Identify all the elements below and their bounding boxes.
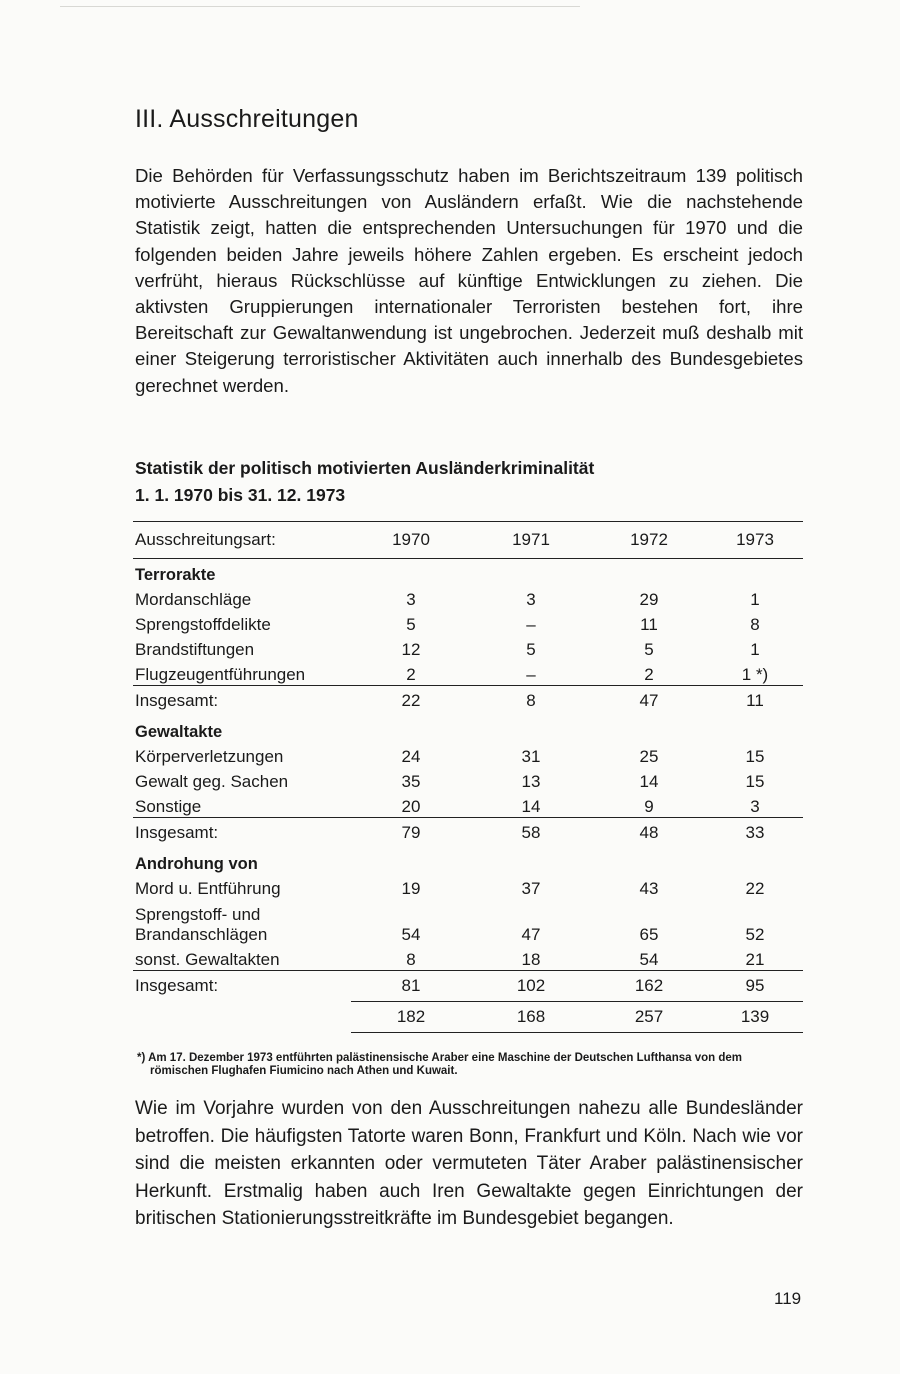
intro-paragraph: [135, 163, 803, 399]
subtotal-row: [133, 971, 803, 1002]
header-year: 1972: [591, 522, 707, 559]
header-year: 1973: [707, 522, 803, 559]
table-row: [133, 945, 803, 971]
subtotal-row: [133, 686, 803, 717]
cell-value: 54: [639, 950, 659, 969]
table-row: [133, 585, 803, 610]
subtotal-value: 58: [471, 818, 591, 849]
cell-value: 5: [644, 640, 654, 659]
cell-value: 13: [521, 772, 541, 791]
footnote-text: *) Am 17. Dezember 1973 entführten palästinensische Araber eine Maschine der Deutschen Lufthansa von dem römischen Flughafen Fiumicino nach Athen und Kuwait.: [137, 1052, 742, 1077]
cell-value: 52: [745, 925, 765, 944]
closing-paragraph: [135, 1095, 803, 1233]
row-label-line1: Sprengstoff- und: [135, 905, 261, 924]
subtotal-value: 81: [351, 971, 471, 1002]
cell-value: 35: [401, 772, 421, 791]
table-row: [133, 767, 803, 792]
cell-value: 18: [521, 950, 541, 969]
row-label: sonst. Gewaltakten: [135, 950, 280, 969]
header-year: 1971: [471, 522, 591, 559]
section-title-row: [133, 716, 803, 742]
row-label: Mord u. Entführung: [135, 879, 281, 898]
cell-value: 31: [521, 747, 541, 766]
subtotal-row: [133, 818, 803, 849]
section-title-violence: Gewaltakte: [135, 723, 223, 741]
cell-value: 15: [745, 747, 765, 766]
subtotal-value: 8: [471, 686, 591, 717]
cell-value: 47: [521, 925, 541, 944]
cell-value: 12: [401, 640, 421, 659]
subtotal-value: 95: [707, 971, 803, 1002]
cell-value: 21: [745, 950, 765, 969]
statistic-title-line2: 1. 1. 1970 bis 31. 12. 1973: [135, 485, 346, 505]
cell-value: 8: [406, 950, 416, 969]
cell-value: 14: [639, 772, 659, 791]
top-edge-line: [60, 6, 580, 7]
grand-total-row: [133, 1002, 803, 1033]
subtotal-value: 79: [351, 818, 471, 849]
table-row: [133, 792, 803, 818]
subtotal-label: Insgesamt:: [133, 971, 351, 1002]
cell-value: 1: [750, 640, 760, 659]
cell-value: 8: [750, 615, 760, 634]
subtotal-value: 47: [591, 686, 707, 717]
cell-value: 1: [750, 590, 760, 609]
subtotal-value: 22: [351, 686, 471, 717]
table-row: [133, 610, 803, 635]
table-header-row: [133, 522, 803, 559]
table-row: [133, 742, 803, 767]
subtotal-value: 11: [707, 686, 803, 717]
subtotal-value: 33: [707, 818, 803, 849]
cell-value: 3: [750, 797, 760, 816]
statistic-title-line1: Statistik der politisch motivierten Ausländerkriminalität: [135, 458, 595, 478]
subtotal-value: 102: [471, 971, 591, 1002]
grand-total-value: 182: [351, 1002, 471, 1033]
section-title-threat: Androhung von: [135, 855, 258, 873]
subtotal-value: 162: [591, 971, 707, 1002]
section-title-terror: Terrorakte: [135, 566, 216, 584]
table-row: [133, 899, 803, 945]
table-row: [133, 874, 803, 899]
cell-value: 15: [745, 772, 765, 791]
row-label: Flugzeugentführungen: [135, 665, 306, 684]
cell-value: 11: [640, 615, 658, 634]
subtotal-label: Insgesamt:: [133, 686, 351, 717]
table-row: [133, 635, 803, 660]
cell-value: 19: [401, 879, 421, 898]
grand-total-value: 168: [471, 1002, 591, 1033]
cell-value: 5: [526, 640, 536, 659]
row-label: Brandstiftungen: [135, 640, 255, 659]
table-row: [133, 660, 803, 686]
cell-value: 9: [644, 797, 654, 816]
cell-value: 24: [401, 747, 421, 766]
header-label: Ausschreitungsart:: [133, 522, 351, 559]
cell-value: 43: [639, 879, 659, 898]
cell-value: 20: [401, 797, 421, 816]
cell-value: 5: [406, 615, 416, 634]
grand-total-value: 139: [707, 1002, 803, 1033]
header-year: 1970: [351, 522, 471, 559]
grand-total-value: 257: [591, 1002, 707, 1033]
section-title-row: [133, 848, 803, 874]
footnote: [137, 1052, 803, 1078]
cell-value: 37: [521, 879, 541, 898]
row-label: [133, 899, 351, 945]
cell-value: 25: [639, 747, 659, 766]
page-number: 119: [774, 1289, 802, 1308]
cell-value: 65: [639, 925, 659, 944]
cell-value: 54: [401, 925, 421, 944]
cell-value: –: [526, 665, 536, 684]
cell-value: 3: [406, 590, 416, 609]
cell-value: –: [526, 615, 536, 634]
section-heading: III. Ausschreitungen: [135, 105, 359, 133]
cell-value: 3: [526, 590, 536, 609]
cell-value: 1 *): [741, 665, 769, 684]
cell-value: 14: [521, 797, 541, 816]
row-label: Gewalt geg. Sachen: [135, 772, 289, 791]
subtotal-label: Insgesamt:: [133, 818, 351, 849]
cell-value: 2: [644, 665, 654, 684]
row-label: Sprengstoffdelikte: [135, 615, 271, 634]
row-label: Körperverletzungen: [135, 747, 284, 766]
row-label: Sonstige: [135, 797, 202, 816]
intro-paragraph-text: Die Behörden für Verfassungsschutz haben im Berichtszeitraum 139 politisch motivierte Ausschreitungen von Ausländern erfaßt. Wie die nachstehende Statistik zeigt, hatten die entsprechenden Untersuchungen für 1970 und die folgenden beiden Jahre jeweils höhere Zahlen ergeben. Es erscheint jedoch verfrüht, hieraus Rückschlüsse auf künftige Entwicklungen zu ziehen. Die aktivsten Gruppierungen internationaler Terroristen bestehen fort, ihre Bereitschaft zur Gewaltanwendung ist ungebrochen. Jederzeit muß deshalb mit einer Steigerung terroristischer Aktivitäten auch innerhalb des Bundesgebietes gerechnet werden.: [135, 165, 803, 396]
row-label: Mordanschläge: [135, 590, 252, 609]
statistic-title: [135, 455, 594, 509]
subtotal-value: 48: [591, 818, 707, 849]
closing-paragraph-text: Wie im Vorjahre wurden von den Ausschreitungen nahezu alle Bundesländer betroffen. Die häufigsten Tatorte waren Bonn, Frankfurt und Köln. Nach wie vor sind die meisten erkannten oder vermuteten Täter Araber palästinensischer Herkunft. Erstmalig haben auch Iren Gewaltakte gegen Einrichtungen der britischen Stationierungsstreitkräfte im Bundesgebiet begangen.: [135, 1098, 803, 1230]
section-title-row: [133, 559, 803, 586]
cell-value: 2: [406, 665, 416, 684]
cell-value: 29: [639, 590, 659, 609]
statistics-table: [133, 521, 803, 1033]
cell-value: 22: [745, 879, 765, 898]
grand-total-spacer: [133, 1002, 351, 1033]
row-label-line2: Brandanschlägen: [135, 925, 268, 944]
